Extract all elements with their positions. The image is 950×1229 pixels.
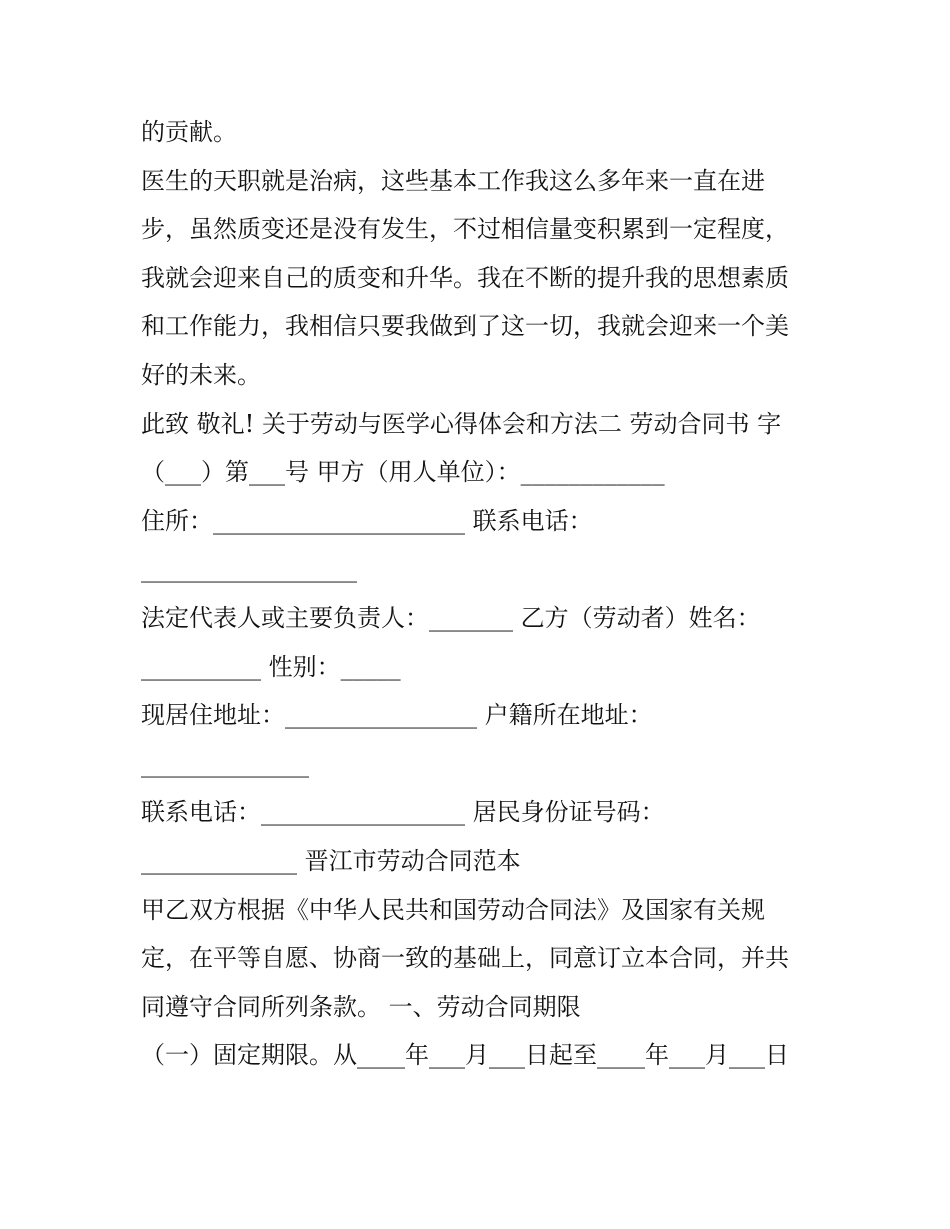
text-line: 的贡献。 [141,118,237,146]
text-line: ______________ [141,749,309,778]
text-line: 和工作能力，我相信只要我做到了这一切，我就会迎来一个美 [141,312,789,341]
text-line: 住所：_____________________ 联系电话： [141,506,593,535]
text-line: （___）第___号 甲方（用人单位）：____________ [141,458,665,487]
text-line: （一）固定期限。从____年___月___日起至____年___月___日 [141,1041,789,1070]
text-line: 好的未来。 [141,360,261,389]
text-line: 现居住地址：________________ 户籍所在地址： [141,701,653,730]
text-line: __________________ [141,555,357,584]
text-line: 联系电话：_________________ 居民身份证号码： [141,798,665,827]
text-line: 医生的天职就是治病，这些基本工作我这么多年来一直在进 [141,166,765,195]
text-line: 定，在平等自愿、协商一致的基础上，同意订立本合同，并共 [141,944,789,973]
text-line: 我就会迎来自己的质变和升华。我在不断的提升我的思想素质 [141,263,789,292]
text-line: 此致 敬礼! 关于劳动与医学心得体会和方法二 劳动合同书 字 [141,409,782,438]
text-line: 同遵守合同所列条款。 一、劳动合同期限 [141,992,581,1021]
text-line: __________ 性别：_____ [141,652,401,681]
text-line: 步，虽然质变还是没有发生，不过相信量变积累到一定程度， [141,215,789,244]
document-body [141,108,821,1080]
text-line: 甲乙双方根据《中华人民共和国劳动合同法》及国家有关规 [141,895,765,924]
text-line: 法定代表人或主要负责人：_______ 乙方（劳动者）姓名： [141,603,761,632]
text-line: _____________ 晋江市劳动合同范本 [141,846,521,875]
